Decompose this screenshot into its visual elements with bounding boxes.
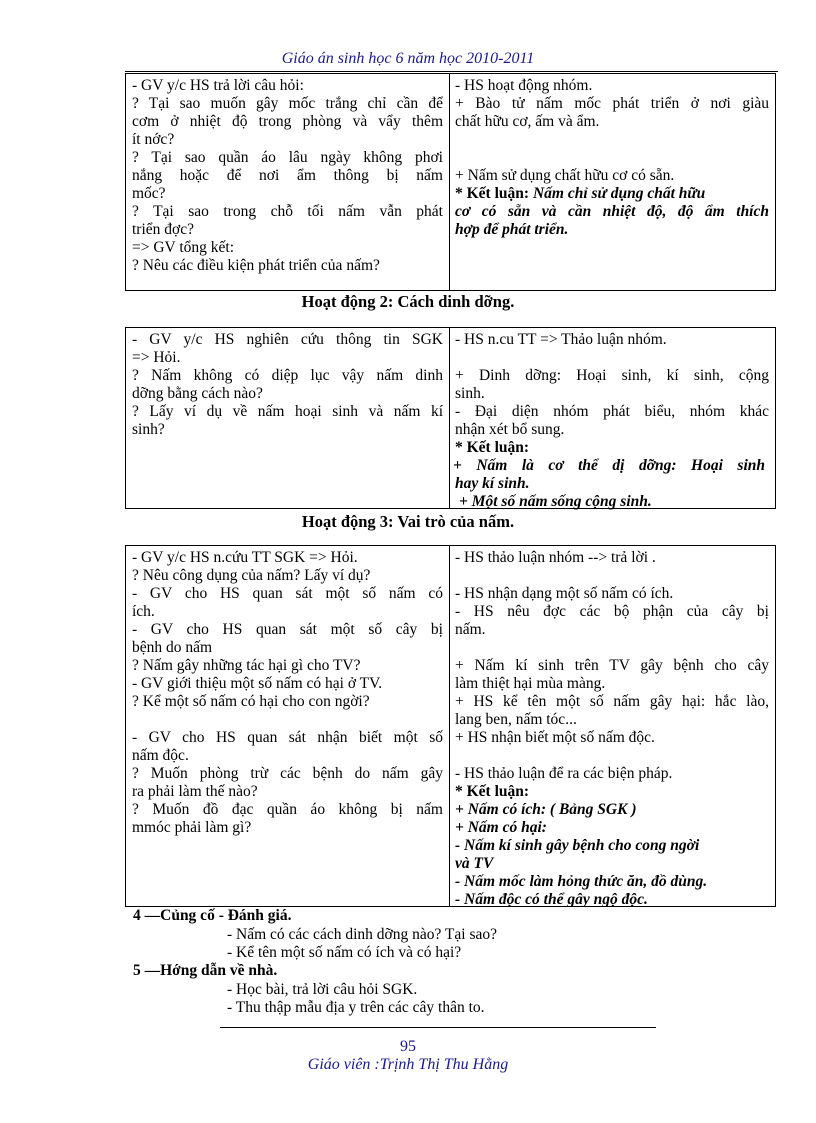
table-line: làm thiệt hại mùa màng. — [455, 675, 606, 692]
conclusion-label: Kết luận — [466, 185, 524, 202]
table-line: + Một số nấm sống cộng sinh. — [459, 493, 652, 510]
table-line: sinh. — [455, 385, 485, 402]
table-line: nấm. — [455, 621, 486, 638]
table-line: + HS kể tên một số nấm gây hại: hắc lào, — [455, 693, 769, 710]
table-line: mốc? — [132, 185, 166, 202]
table-line: sinh? — [132, 421, 165, 438]
table-line: - Nấm độc có thể gây ngộ độc. — [455, 891, 648, 906]
student-column — [449, 74, 775, 290]
table-line: ? Lấy ví dụ về nấm hoại sinh và nấm kí — [132, 403, 443, 420]
table-line: ? Kể một số nấm có hại cho con ngời? — [132, 693, 370, 710]
student-column — [449, 546, 775, 906]
table-line: ? Tại sao muốn gây mốc trắng chỉ cần để — [132, 95, 443, 112]
table-line: - GV y/c HS nghiên cứu thông tin SGK — [132, 331, 443, 348]
table-line: - GV cho HS quan sát một số cây bị — [132, 621, 443, 638]
table-line: ? Nấm gây những tác hại gì cho TV? — [132, 657, 361, 674]
table-line: - HS thảo luận để ra các biện pháp. — [455, 765, 673, 782]
table-line: + Nấm sử dụng chất hữu cơ có sẵn. — [455, 167, 675, 184]
table-line: ? Muốn phòng trừ các bệnh do nấm gây — [132, 765, 443, 782]
table-line: - HS nhận dạng một số nấm có ích. — [455, 585, 674, 602]
activity-table-2 — [125, 327, 776, 509]
table-line: dỡng bằng cách nào? — [132, 385, 263, 402]
section-5-item: - Học bài, trả lời câu hỏi SGK. — [227, 981, 418, 998]
table-line: triển đợc? — [132, 221, 194, 238]
table-line: ? Nêu các điều kiện phát triển của nấm? — [132, 257, 380, 274]
table-line: ? Muốn đồ đạc quần áo không bị nấm — [132, 801, 443, 818]
table-line: nấm độc. — [132, 747, 189, 764]
teacher-column — [126, 74, 450, 290]
table-line: - Nấm kí sinh gây bệnh cho cong ngời — [455, 837, 700, 854]
table-line: lang ben, nấm tóc... — [455, 711, 577, 728]
table-line: ? Nêu công dụng của nấm? Lấy ví dụ? — [132, 567, 371, 584]
table-line: - HS nêu đợc các bộ phận của cây bị — [455, 603, 769, 620]
table-line: bệnh do nấm — [132, 639, 213, 656]
table-line: nhận xét bổ sung. — [455, 421, 565, 438]
table-line: - Nấm mốc làm hỏng thức ăn, đồ dùng. — [455, 873, 708, 890]
table-line: ra phải làm thế nào? — [132, 783, 258, 800]
table-line: ? Tại sao quần áo lâu ngày không phơi — [132, 149, 443, 166]
page-header: Giáo án sinh học 6 năm học 2010-2011 — [281, 50, 535, 67]
table-line: - HS thảo luận nhóm --> trả lời . — [455, 549, 656, 566]
footer-rule — [220, 1027, 656, 1028]
table-line: chất hữu cơ, ấm và ẩm. — [455, 113, 600, 130]
section-title-3: Hoạt động 3: Vai trò của nấm. — [301, 512, 515, 531]
table-line: hợp để phát triển. — [455, 221, 569, 238]
teacher-column — [126, 328, 450, 508]
conclusion-line: * Kết luận: — [455, 783, 530, 800]
table-line: + Dinh dỡng: Hoại sinh, kí sinh, cộng — [455, 367, 769, 384]
teacher-name: Giáo viên :Trịnh Thị Thu Hằng — [307, 1056, 509, 1073]
section-5-item: - Thu thập mẫu địa y trên các cây thân to. — [227, 999, 485, 1016]
table-line: - HS n.cu TT => Thảo luận nhóm. — [455, 331, 667, 348]
table-line: => GV tổng kết: — [132, 239, 235, 256]
table-line: ít nớc? — [132, 131, 175, 148]
section-4-title: 4 —Củng cố - Đánh giá. — [133, 907, 292, 924]
table-line: cơ có sẵn và cần nhiệt độ, độ ẩm thích — [455, 203, 769, 220]
table-line: + Nấm có ích: ( Bảng SGK ) — [455, 801, 637, 818]
conclusion-line: * Kết luận: Nấm chỉ sử dụng chất hữu — [455, 185, 706, 202]
section-5-title: 5 —Hớng dẫn về nhà. — [133, 962, 278, 979]
table-line: + Bào tử nấm mốc phát triển ở nơi giàu — [455, 95, 769, 112]
table-line: ích. — [132, 603, 155, 620]
table-line: - HS hoạt động nhóm. — [455, 77, 593, 94]
table-line: ? Nấm không có diệp lục vậy nấm dinh — [132, 367, 443, 384]
table-line: và TV — [455, 855, 494, 872]
table-line: ? Tại sao trong chỗ tối nấm vẫn phát — [132, 203, 443, 220]
table-line: => Hỏi. — [132, 349, 181, 366]
table-line: - GV y/c HS n.cứu TT SGK => Hỏi. — [132, 549, 358, 566]
table-line: - GV cho HS quan sát nhận biết một số — [132, 729, 443, 746]
table-line: - GV cho HS quan sát một số nấm có — [132, 585, 443, 602]
table-line: nắng hoặc để nơi ẩm thông bị nấm — [132, 167, 443, 184]
table-line: mmóc phải làm gì? — [132, 819, 252, 836]
student-column — [449, 328, 775, 508]
table-line: - GV y/c HS trả lời câu hỏi: — [132, 77, 304, 94]
section-4-item: - Kể tên một số nấm có ích và có hại? — [227, 944, 462, 961]
table-line: + Nấm có hại: — [455, 819, 547, 836]
section-4-item: - Nấm có các cách dinh dỡng nào? Tại sao? — [227, 926, 498, 943]
conclusion-text: Nấm chỉ sử dụng chất hữu — [532, 185, 706, 202]
activity-table-3 — [125, 545, 776, 907]
activity-table-1 — [125, 73, 776, 291]
teacher-column — [126, 546, 450, 906]
table-line: - GV giới thiệu một số nấm có hại ở TV. — [132, 675, 383, 692]
page-number: 95 — [400, 1038, 416, 1055]
conclusion-line: * Kết luận: — [455, 439, 530, 456]
table-line: cơm ở nhiệt độ trong phòng và vẩy thêm — [132, 113, 443, 130]
conclusion-label: Kết luận — [466, 439, 524, 456]
section-title-2: Hoạt động 2: Cách dinh dỡng. — [301, 292, 515, 311]
table-line: + Nấm kí sinh trên TV gây bệnh cho cây — [455, 657, 769, 674]
table-line: + HS nhận biết một số nấm độc. — [455, 729, 655, 746]
table-line: + Nấm là cơ thể dị dỡng: Hoại sinh — [453, 457, 765, 474]
header-rule — [125, 71, 778, 72]
table-line: hay kí sinh. — [455, 475, 530, 492]
table-line: - Đại diện nhóm phát biểu, nhóm khác — [455, 403, 769, 420]
conclusion-label: Kết luận: — [466, 783, 530, 800]
